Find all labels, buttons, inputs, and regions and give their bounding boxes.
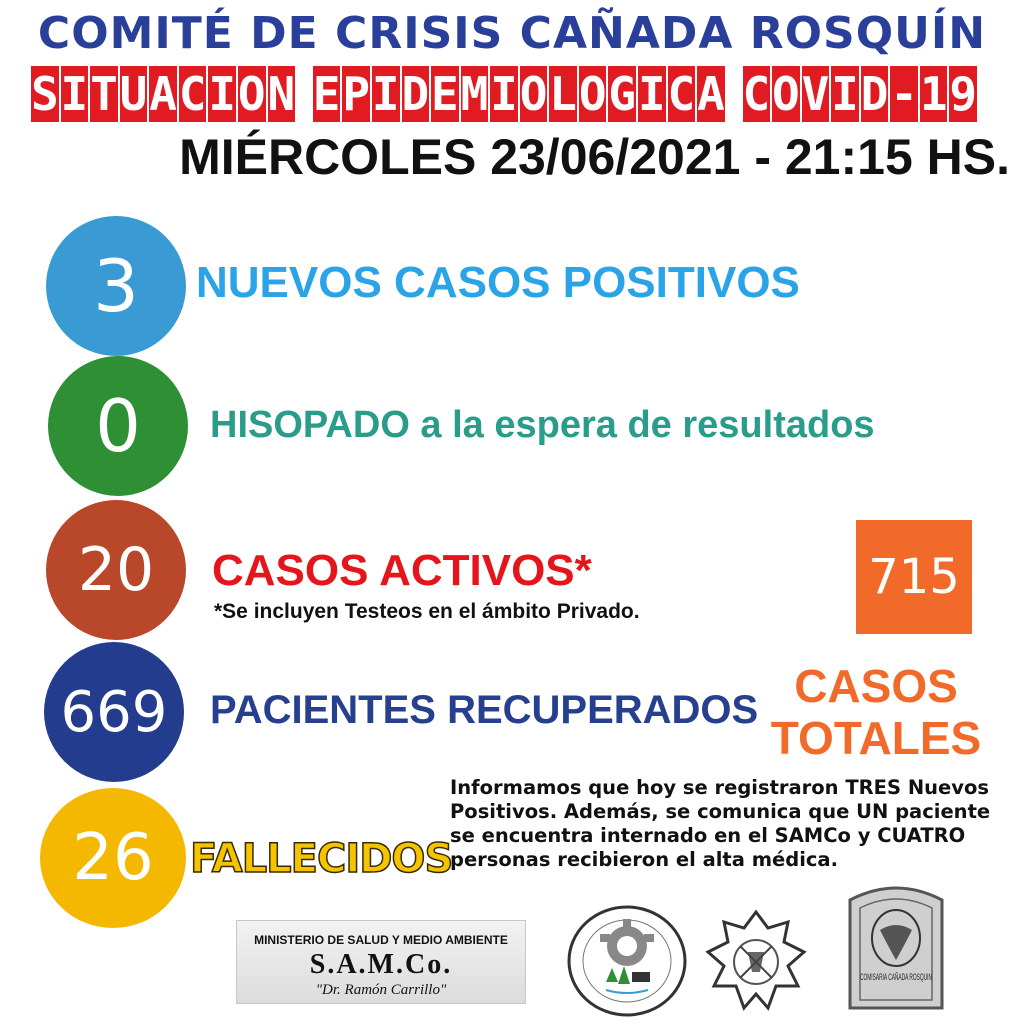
police-stamp-text: COMISARIA CAÑADA ROSQUIN xyxy=(860,972,932,982)
subtitle-letter: A xyxy=(149,64,177,124)
new-cases-circle xyxy=(46,216,186,356)
total-cases-label xyxy=(770,660,982,764)
page-title: COMITÉ DE CRISIS CAÑADA ROSQUÍN xyxy=(37,8,987,59)
samco-name-text: S.A.M.Co. xyxy=(309,949,453,980)
subtitle-letter: O xyxy=(520,64,548,124)
subtitle-letter: G xyxy=(608,64,636,124)
deceased-circle xyxy=(40,788,186,928)
subtitle-letter: U xyxy=(120,64,148,124)
active-cases-circle xyxy=(46,500,186,640)
subtitle-letter: I xyxy=(61,64,89,124)
comuna-seal-icon xyxy=(566,904,688,1018)
recovered-label: PACIENTES RECUPERADOS xyxy=(210,688,759,732)
subtitle-letter: M xyxy=(461,64,489,124)
police-stamp-icon xyxy=(842,880,950,1016)
subtitle-letter: P xyxy=(342,64,370,124)
subtitle-letter xyxy=(727,64,741,124)
active-cases-note: *Se incluyen Testeos en el ámbito Privado. xyxy=(214,600,640,623)
subtitle-letter: S xyxy=(31,64,59,124)
pending-swabs-circle xyxy=(48,356,188,496)
samco-logo xyxy=(236,920,526,1004)
pending-swabs-label: HISOPADO a la espera de resultados xyxy=(210,404,875,446)
total-cases-value: 715 xyxy=(868,549,960,605)
subtitle-letter: 9 xyxy=(949,64,977,124)
subtitle-letter: - xyxy=(890,64,918,124)
recovered-value: 669 xyxy=(60,679,168,745)
subtitle-letter: I xyxy=(831,64,859,124)
subtitle-letter: E xyxy=(431,64,459,124)
subtitle-letter: C xyxy=(743,64,771,124)
subtitle-letter: O xyxy=(238,64,266,124)
new-cases-value: 3 xyxy=(93,244,139,328)
subtitle-letter: I xyxy=(208,64,236,124)
subtitle-banner xyxy=(30,64,978,124)
subtitle-letter: D xyxy=(861,64,889,124)
subtitle-letter: T xyxy=(90,64,118,124)
subtitle-letter: V xyxy=(802,64,830,124)
subtitle-letter: I xyxy=(490,64,518,124)
report-date: MIÉRCOLES 23/06/2021 - 21:15 HS. xyxy=(179,129,1010,185)
new-cases-label: NUEVOS CASOS POSITIVOS xyxy=(196,258,800,307)
subtitle-letter: E xyxy=(313,64,341,124)
active-cases-label: CASOS ACTIVOS* xyxy=(212,546,592,595)
subtitle-letter: I xyxy=(372,64,400,124)
subtitle-letter: A xyxy=(697,64,725,124)
subtitle-letter: C xyxy=(668,64,696,124)
active-cases-value: 20 xyxy=(77,535,155,605)
subtitle-letter: O xyxy=(772,64,800,124)
subtitle-letter: 1 xyxy=(920,64,948,124)
pending-swabs-value: 0 xyxy=(95,384,141,468)
subtitle-letter: O xyxy=(579,64,607,124)
total-cases-label-line1: CASOS xyxy=(794,660,958,712)
firefighters-badge-icon xyxy=(704,908,808,1016)
subtitle-letter xyxy=(297,64,311,124)
recovered-circle xyxy=(44,642,184,782)
samco-doctor-text: "Dr. Ramón Carrillo" xyxy=(315,982,447,998)
subtitle-letter: D xyxy=(402,64,430,124)
subtitle-letter: L xyxy=(549,64,577,124)
subtitle-letter: C xyxy=(179,64,207,124)
samco-ministry-text: MINISTERIO DE SALUD Y MEDIO AMBIENTE xyxy=(254,933,508,947)
total-cases-label-line2: TOTALES xyxy=(770,712,982,764)
deceased-value: 26 xyxy=(72,821,154,895)
deceased-label: FALLECIDOS xyxy=(190,836,453,882)
total-cases-box xyxy=(856,520,972,634)
subtitle-letter: I xyxy=(638,64,666,124)
info-paragraph: Informamos que hoy se registraron TRES Nuevos Positivos. Además, se comunica que UN paciente se encuentra internado en el SAMCo y CUATRO personas recibieron el alta médica. xyxy=(450,776,991,871)
subtitle-letter: N xyxy=(268,64,296,124)
